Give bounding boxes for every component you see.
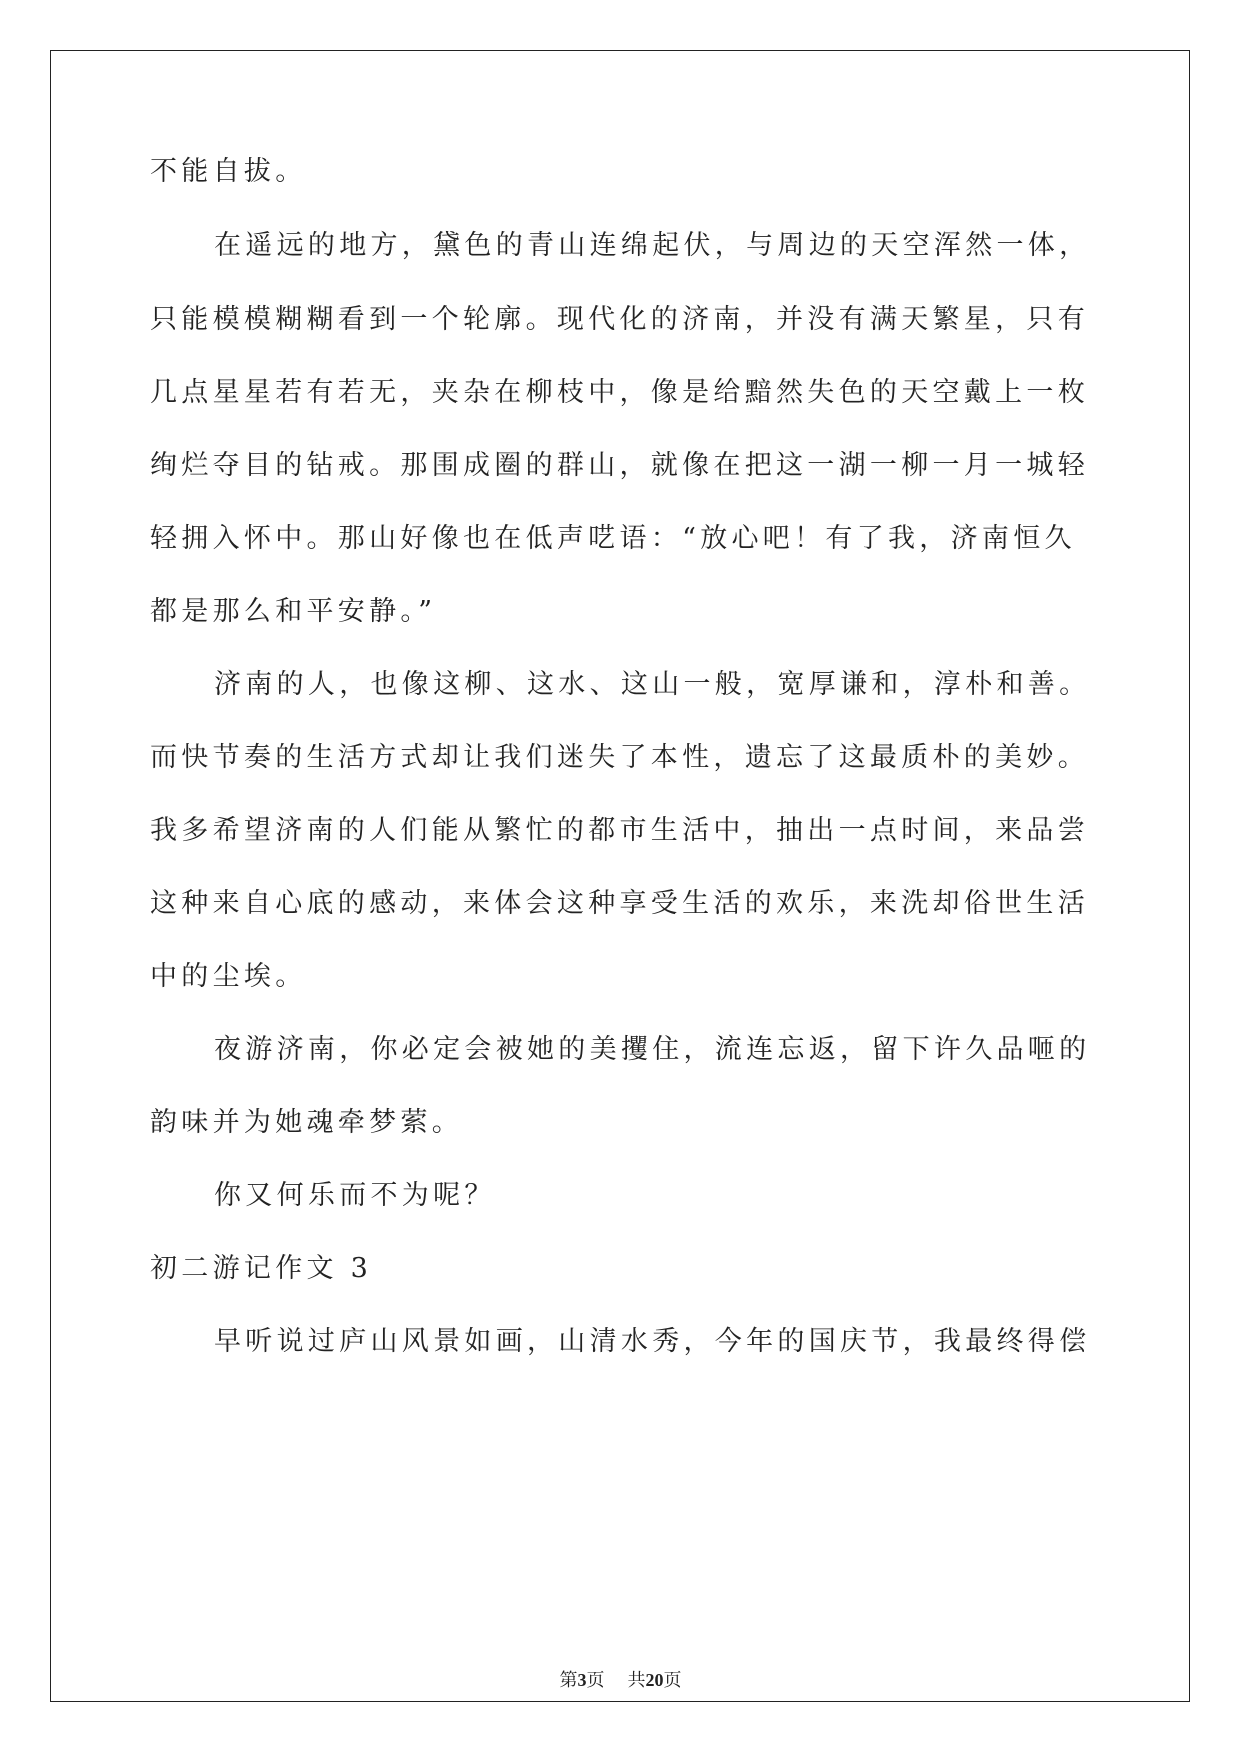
text-line: 几点星星若有若无，夹杂在柳枝中，像是给黯然失色的天空戴上一枚: [150, 377, 1089, 408]
text-line: 而快节奏的生活方式却让我们迷失了本性，遗忘了这最质朴的美妙。: [150, 742, 1089, 773]
text-line: 不能自拔。: [150, 156, 307, 187]
footer-page-number: 3: [577, 1670, 587, 1690]
footer-prefix: 第: [559, 1670, 578, 1691]
text-line: 轻拥入怀中。那山好像也在低声呓语：“放心吧！有了我，济南恒久: [150, 523, 1076, 554]
text-line: 我多希望济南的人们能从繁忙的都市生活中，抽出一点时间，来品尝: [150, 815, 1089, 846]
footer-total-pages: 20: [645, 1670, 664, 1690]
footer-total-prefix: 共: [627, 1670, 646, 1691]
text-line: 夜游济南，你必定会被她的美攫住，流连忘返，留下许久品咂的: [214, 1034, 1091, 1065]
text-line: 你又何乐而不为呢？: [214, 1180, 496, 1211]
footer-total-suffix: 页: [663, 1670, 682, 1691]
section-heading: 初二游记作文 3: [150, 1253, 373, 1284]
text-line: 这种来自心底的感动，来体会这种享受生活的欢乐，来洗却俗世生活: [150, 888, 1089, 919]
text-line: 只能模模糊糊看到一个轮廓。现代化的济南，并没有满天繁星，只有: [150, 304, 1089, 335]
text-line: 在遥远的地方，黛色的青山连绵起伏，与周边的天空浑然一体，: [214, 230, 1091, 261]
text-line: 济南的人，也像这柳、这水、这山一般，宽厚谦和，淳朴和善。: [214, 669, 1091, 700]
text-line: 中的尘埃。: [150, 961, 307, 992]
text-line: 韵味并为她魂牵梦萦。: [150, 1107, 463, 1138]
footer-page-suffix: 页: [586, 1670, 605, 1691]
page-footer: [0, 1666, 1241, 1692]
page-border: [50, 50, 1190, 1702]
text-line: 都是那么和平安静。”: [150, 596, 437, 627]
text-line: 绚烂夺目的钻戒。那围成圈的群山，就像在把这一湖一柳一月一城轻: [150, 450, 1089, 481]
text-line: 早听说过庐山风景如画，山清水秀，今年的国庆节，我最终得偿: [214, 1326, 1091, 1357]
